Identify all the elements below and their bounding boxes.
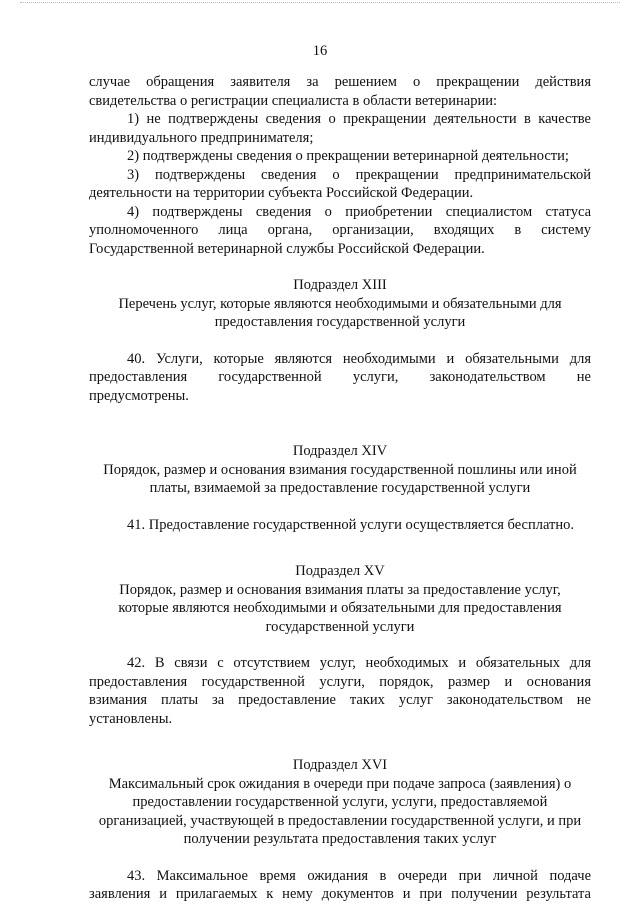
list-item-line: 2) подтверждены сведения о прекращении ветеринарной деятельности; [127, 148, 569, 164]
subsection-heading: Подраздел XV [295, 563, 385, 579]
list-item-line: 1) не подтверждены сведения о прекращении деятельности в качестве [127, 111, 591, 127]
list-item-line: индивидуального предпринимателя; [89, 129, 314, 146]
paragraph-line: 43. Максимальное время ожидания в очереди при личной подаче [127, 867, 591, 884]
subsection-title-line: государственной услуги [265, 618, 415, 635]
page-content [89, 73, 591, 904]
paragraph-line: 41. Предоставление государственной услуги осуществляется бесплатно. [127, 516, 574, 533]
subsection-heading: Подраздел XIII [293, 277, 387, 293]
paragraph-line: предоставления государственной услуги, порядок, размер и основания [89, 673, 591, 690]
list-item-line: деятельности на территории субъекта Российской Федерации. [89, 185, 474, 201]
subsection-title-line: Порядок, размер и основания взимания государственной пошлины или иной [103, 461, 577, 478]
list-item-line: 4) подтверждены сведения о приобретении специалистом статуса [127, 203, 591, 220]
subsection-title-line: организацией, участвующей в предоставлении государственной услуги, и при [98, 812, 582, 829]
paragraph-line: взимания платы за предоставление таких услуг законодательством не [89, 692, 591, 708]
subsection-heading: Подраздел XVI [292, 757, 388, 773]
subsection-title-line: Максимальный срок ожидания в очереди при подаче запроса (заявления) о [108, 775, 572, 792]
continuation-line: случае обращения заявителя за решением о прекращении действия [89, 74, 591, 90]
subsection-title-line: предоставлении государственной услуги, услуги, предоставляемой [132, 794, 548, 810]
subsection-title-line: Перечень услуг, которые являются необходимыми и обязательными для [118, 295, 562, 312]
paragraph-line: установлены. [89, 710, 173, 727]
subsection-heading: Подраздел XIV [292, 443, 388, 459]
page-number: 16 [312, 43, 328, 59]
subsection-title-line: которые являются необходимыми и обязательными для предоставления [118, 600, 562, 616]
continuation-line: свидетельства о регистрации специалиста в области ветеринарии: [89, 92, 498, 109]
subsection-title-line: предоставления государственной услуги [214, 314, 466, 330]
subsection-title-line: платы, взимаемой за предоставление государственной услуги [149, 480, 531, 496]
subsection-title-line: Порядок, размер и основания взимания платы за предоставление услуг, [119, 581, 561, 598]
list-item-line: Государственной ветеринарной службы Российской Федерации. [89, 240, 485, 257]
paragraph-line: заявления и прилагаемых к нему документов и при получении результата [89, 886, 591, 902]
paragraph-line: 40. Услуги, которые являются необходимыми и обязательными для [127, 350, 591, 367]
paragraph-line: предусмотрены. [89, 387, 189, 404]
subsection-title-line: получении результата предоставления таких услуг [183, 831, 497, 847]
scan-edge-line [20, 2, 620, 4]
list-item-line: 3) подтверждены сведения о прекращении предпринимательской [127, 166, 591, 183]
paragraph-line: 42. В связи с отсутствием услуг, необходимых и обязательных для [127, 655, 591, 671]
paragraph-line: предоставления государственной услуги, законодательством не [89, 369, 591, 385]
list-item-line: уполномоченного лица органа, организации, входящих в систему [89, 222, 591, 238]
